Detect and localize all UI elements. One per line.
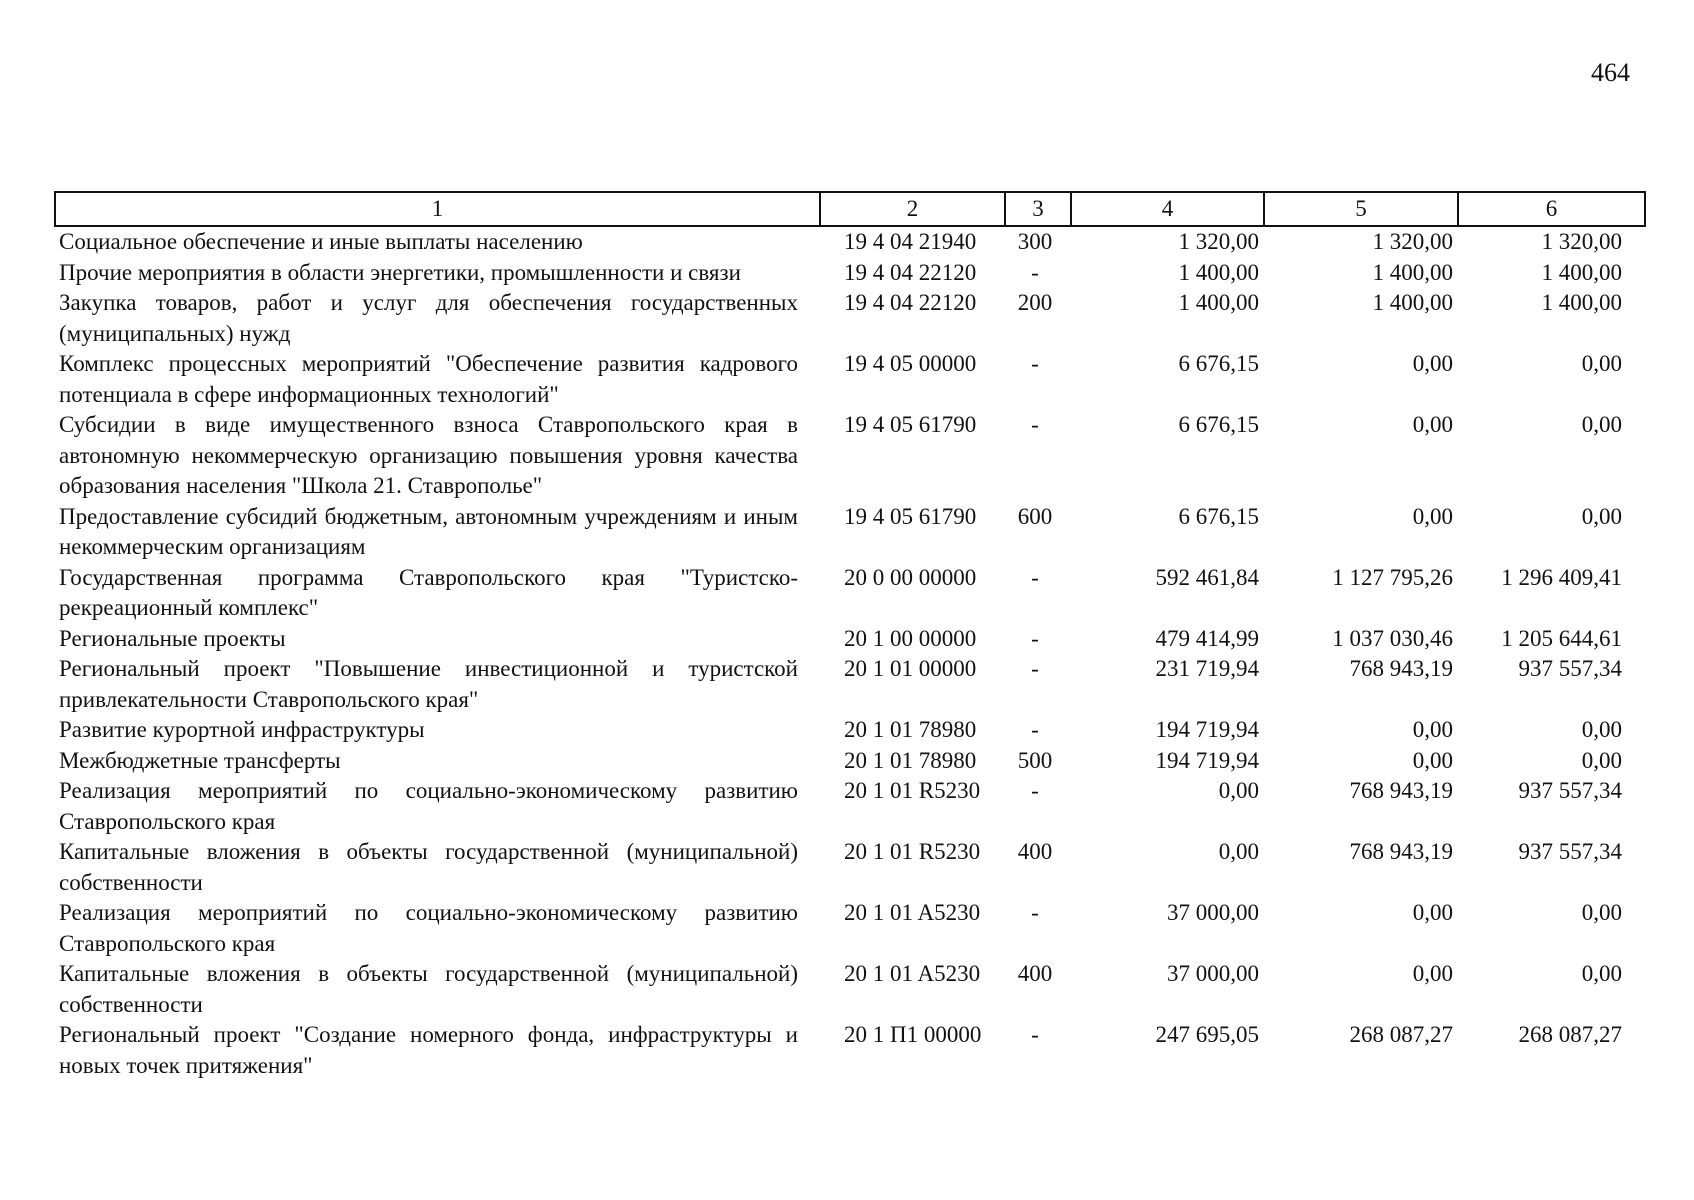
table-row [55, 349, 1645, 410]
row-name-cell: Межбюджетные трансферты [59, 747, 341, 773]
row-value-col6-cell: 937 557,34 [1518, 656, 1622, 681]
row-value-col6-cell: 1 400,00 [1541, 259, 1622, 285]
row-value-col6-cell: 1 400,00 [1541, 290, 1622, 315]
table-header [55, 192, 1645, 226]
row-code-cell: 20 1 01 78980 [844, 747, 977, 773]
table-body [55, 226, 1645, 1081]
row-value-col6-cell: 0,00 [1581, 747, 1622, 773]
row-code-cell: 19 4 05 61790 [844, 412, 977, 437]
row-value-col5-cell: 768 943,19 [1349, 839, 1453, 864]
row-kind-cell: - [1031, 625, 1039, 651]
column-header-4: 4 [1071, 192, 1264, 226]
row-value-col5-cell: 0,00 [1412, 717, 1453, 742]
row-code-cell: 20 1 01 A5230 [844, 961, 981, 986]
table-row [55, 502, 1645, 563]
row-value-col5-cell: 0,00 [1412, 747, 1453, 773]
row-kind-cell: 400 [1017, 839, 1053, 864]
row-kind-cell: - [1031, 900, 1039, 925]
page-number: 464 [1591, 58, 1630, 87]
row-kind-cell: - [1031, 1022, 1039, 1047]
row-kind-cell: - [1031, 412, 1039, 437]
row-value-col6-cell: 0,00 [1581, 351, 1622, 376]
row-name-cell: Развитие курортной инфраструктуры [59, 717, 425, 742]
row-value-col5-cell: 0,00 [1412, 412, 1453, 437]
row-value-col4-cell: 6 676,15 [1178, 412, 1259, 437]
row-value-col5-cell: 0,00 [1412, 351, 1453, 376]
row-kind-cell: - [1031, 259, 1039, 285]
row-value-col6-cell: 0,00 [1581, 412, 1622, 437]
row-value-col5-cell: 768 943,19 [1349, 778, 1453, 803]
row-value-col6-cell: 937 557,34 [1518, 839, 1622, 864]
row-kind-cell: 600 [1017, 503, 1053, 529]
row-value-col4-cell: 231 719,94 [1155, 656, 1259, 681]
row-kind-cell: - [1031, 778, 1039, 803]
row-kind-cell: 300 [1017, 229, 1053, 254]
row-name-cell: Капитальные вложения в объекты государственной (муниципальной) собственности [59, 961, 798, 1017]
table-row [55, 258, 1645, 289]
row-code-cell: 20 1 01 R5230 [844, 839, 981, 864]
row-value-col6-cell: 0,00 [1581, 717, 1622, 742]
row-value-col4-cell: 37 000,00 [1167, 900, 1259, 925]
row-value-col5-cell: 1 400,00 [1372, 290, 1453, 315]
table-row [55, 746, 1645, 777]
row-value-col6-cell: 0,00 [1581, 503, 1622, 529]
column-header-3: 3 [1005, 192, 1071, 226]
row-value-col5-cell: 268 087,27 [1349, 1022, 1453, 1047]
row-value-col5-cell: 1 400,00 [1372, 259, 1453, 285]
row-code-cell: 20 1 01 A5230 [844, 900, 981, 925]
table-row [55, 1020, 1645, 1081]
row-value-col4-cell: 6 676,15 [1178, 351, 1259, 376]
row-name-cell: Комплекс процессных мероприятий "Обеспечение развития кадрового потенциала в сфере информационных технологий" [59, 351, 798, 407]
row-name-cell: Прочие мероприятия в области энергетики, промышленности и связи [59, 259, 741, 285]
row-name-cell: Реализация мероприятий по социально-экономическому развитию Ставропольского края [59, 900, 798, 956]
column-header-1: 1 [55, 192, 820, 226]
table-row [55, 624, 1645, 655]
table-row [55, 715, 1645, 746]
table-row [55, 226, 1645, 258]
row-value-col5-cell: 0,00 [1412, 900, 1453, 925]
row-kind-cell: - [1031, 656, 1039, 681]
table-row [55, 898, 1645, 959]
row-value-col4-cell: 1 400,00 [1178, 290, 1259, 315]
row-value-col6-cell: 1 296 409,41 [1501, 564, 1622, 590]
row-value-col6-cell: 0,00 [1581, 961, 1622, 986]
row-code-cell: 20 1 01 R5230 [844, 778, 981, 803]
table-row [55, 654, 1645, 715]
column-header-2: 2 [820, 192, 1005, 226]
row-name-cell: Реализация мероприятий по социально-экономическому развитию Ставропольского края [59, 778, 798, 834]
table-row [55, 563, 1645, 624]
row-value-col4-cell: 194 719,94 [1155, 717, 1259, 742]
row-value-col5-cell: 768 943,19 [1349, 656, 1453, 681]
row-code-cell: 20 1 01 78980 [844, 717, 977, 742]
row-name-cell: Капитальные вложения в объекты государственной (муниципальной) собственности [59, 839, 798, 895]
row-value-col4-cell: 6 676,15 [1178, 503, 1259, 529]
row-name-cell: Региональный проект "Повышение инвестиционной и туристской привлекательности Ставропольского края" [59, 656, 798, 712]
row-value-col5-cell: 1 037 030,46 [1332, 625, 1453, 651]
row-kind-cell: 500 [1017, 747, 1053, 773]
row-name-cell: Предоставление субсидий бюджетным, автономным учреждениям и иным некоммерческим организациям [59, 503, 798, 559]
row-value-col4-cell: 479 414,99 [1155, 625, 1259, 651]
row-code-cell: 19 4 04 22120 [844, 259, 977, 285]
row-name-cell: Субсидии в виде имущественного взноса Ставропольского края в автономную некоммерческую организацию повышения уровня качества образования населения "Школа 21. Ставрополье" [59, 412, 798, 498]
row-name-cell: Социальное обеспечение и иные выплаты населению [59, 229, 583, 254]
row-value-col4-cell: 37 000,00 [1167, 961, 1259, 986]
table-row [55, 776, 1645, 837]
row-code-cell: 20 0 00 00000 [844, 564, 977, 590]
row-value-col6-cell: 1 205 644,61 [1501, 625, 1622, 651]
row-value-col4-cell: 1 400,00 [1178, 259, 1259, 285]
row-kind-cell: - [1031, 564, 1039, 590]
table-row [55, 959, 1645, 1020]
row-value-col5-cell: 0,00 [1412, 961, 1453, 986]
row-value-col4-cell: 0,00 [1218, 839, 1259, 864]
table-row [55, 837, 1645, 898]
row-value-col4-cell: 1 320,00 [1178, 229, 1259, 254]
row-code-cell: 20 1 00 00000 [844, 625, 977, 651]
budget-table [54, 191, 1646, 1081]
row-value-col6-cell: 1 320,00 [1541, 229, 1622, 254]
row-code-cell: 19 4 04 22120 [844, 290, 977, 315]
table-row [55, 410, 1645, 502]
row-code-cell: 19 4 04 21940 [844, 229, 977, 254]
row-value-col4-cell: 592 461,84 [1155, 564, 1259, 590]
row-value-col4-cell: 0,00 [1218, 778, 1259, 803]
row-kind-cell: 200 [1017, 290, 1053, 315]
row-value-col4-cell: 247 695,05 [1155, 1022, 1259, 1047]
row-name-cell: Государственная программа Ставропольского края "Туристско-рекреационный комплекс" [59, 564, 798, 620]
column-header-6: 6 [1458, 192, 1645, 226]
row-code-cell: 19 4 05 61790 [844, 503, 977, 529]
row-value-col6-cell: 0,00 [1581, 900, 1622, 925]
column-header-5: 5 [1264, 192, 1458, 226]
row-code-cell: 19 4 05 00000 [844, 351, 977, 376]
row-name-cell: Региональные проекты [59, 625, 286, 651]
row-code-cell: 20 1 П1 00000 [844, 1022, 982, 1047]
row-value-col5-cell: 1 127 795,26 [1332, 564, 1453, 590]
row-code-cell: 20 1 01 00000 [844, 656, 977, 681]
row-value-col6-cell: 268 087,27 [1518, 1022, 1622, 1047]
row-value-col5-cell: 0,00 [1412, 503, 1453, 529]
row-value-col6-cell: 937 557,34 [1518, 778, 1622, 803]
row-value-col5-cell: 1 320,00 [1372, 229, 1453, 254]
header-row [55, 192, 1645, 226]
row-kind-cell: - [1031, 351, 1039, 376]
row-value-col4-cell: 194 719,94 [1155, 747, 1259, 773]
row-name-cell: Региональный проект "Создание номерного фонда, инфраструктуры и новых точек притяжения" [59, 1022, 798, 1078]
row-kind-cell: 400 [1017, 961, 1053, 986]
table-row [55, 288, 1645, 349]
row-kind-cell: - [1031, 717, 1039, 742]
row-name-cell: Закупка товаров, работ и услуг для обеспечения государственных (муниципальных) нужд [59, 290, 798, 346]
